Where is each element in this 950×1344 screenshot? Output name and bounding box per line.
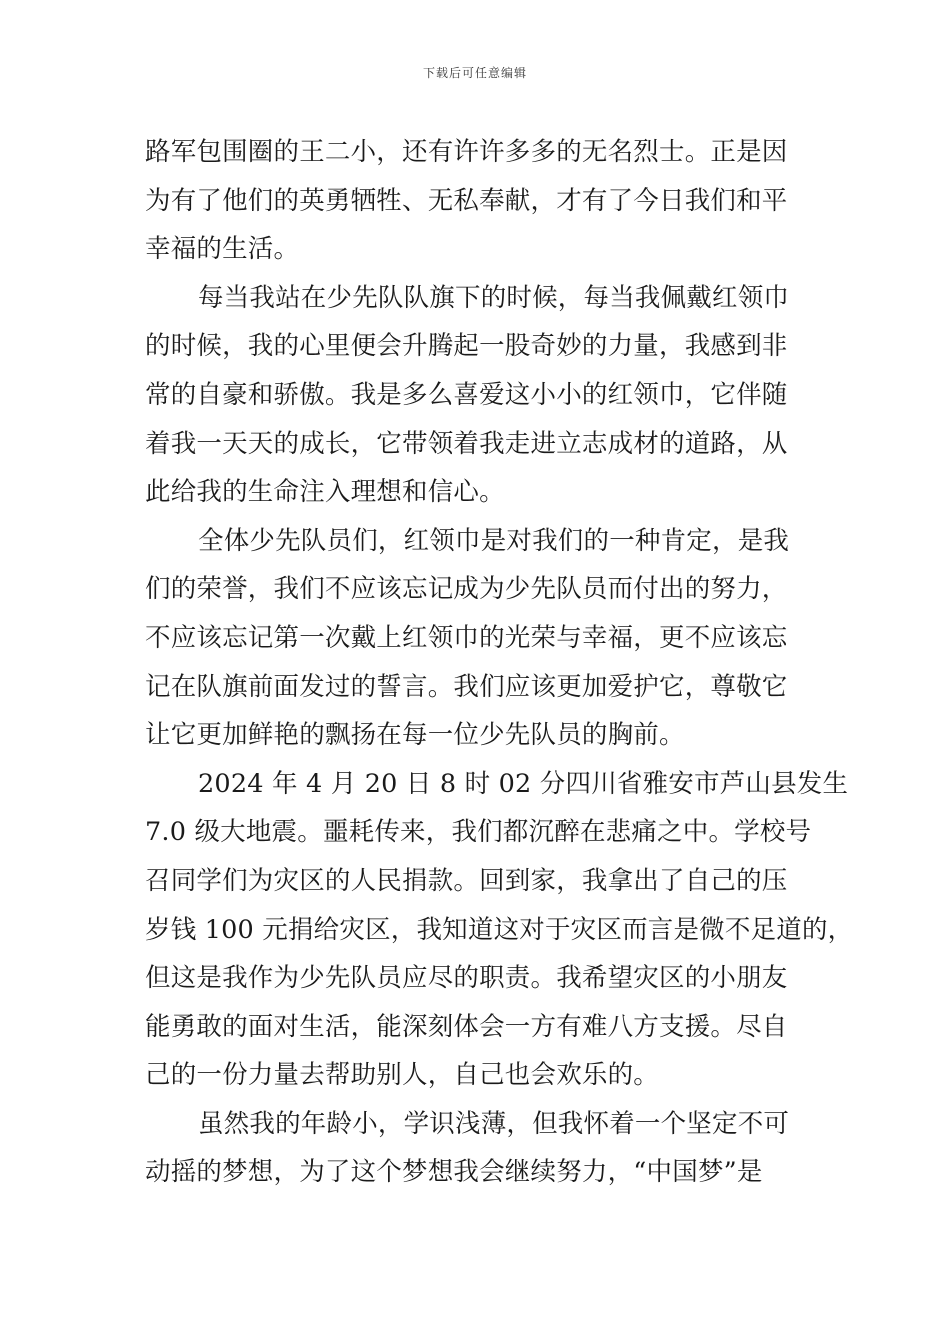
document-body xyxy=(145,128,854,1197)
text-line: 此给我的生命注入理想和信心。 xyxy=(145,477,505,508)
paragraph-first-line: 虽然我的年龄小，学识浅薄，但我怀着一个坚定不可 xyxy=(198,1108,790,1139)
text-line: 幸福的生活。 xyxy=(145,234,300,265)
text-line: 7.0 级大地震。噩耗传来，我们都沉醉在悲痛之中。学校号 xyxy=(145,817,812,848)
text-line: 路军包围圈的王二小，还有许许多多的无名烈士。正是因 xyxy=(145,137,788,167)
text-line: 让它更加鲜艳的飘扬在每一位少先队员的胸前。 xyxy=(145,720,685,751)
text-line: 动摇的梦想，为了这个梦想我会继续努力，“中国梦”是 xyxy=(145,1157,763,1188)
text-line: 记在队旗前面发过的誓言。我们应该更加爱护它，尊敬它 xyxy=(145,671,788,702)
text-line: 着我一天天的成长，它带领着我走进立志成材的道路，从 xyxy=(145,428,788,459)
text-line: 不应该忘记第一次戴上红领巾的光荣与幸福，更不应该忘 xyxy=(145,622,788,653)
text-line: 召同学们为灾区的人民捐款。回到家，我拿出了自己的压 xyxy=(145,865,788,896)
text-line: 能勇敢的面对生活，能深刻体会一方有难八方支援。尽自 xyxy=(145,1011,788,1042)
paragraph-first-line: 全体少先队员们，红领巾是对我们的一种肯定，是我 xyxy=(198,525,790,556)
text-line: 的时候，我的心里便会升腾起一股奇妙的力量，我感到非 xyxy=(145,331,788,362)
paragraph-first-line: 每当我站在少先队队旗下的时候，每当我佩戴红领巾 xyxy=(198,282,790,313)
text-line: 岁钱 100 元捐给灾区，我知道这对于灾区而言是微不足道的， xyxy=(145,914,854,945)
text-line: 为有了他们的英勇牺牲、无私奉献，才有了今日我们和平 xyxy=(145,185,788,216)
header-note: 下载后可任意编辑 xyxy=(422,66,527,80)
text-line: 常的自豪和骄傲。我是多么喜爱这小小的红领巾，它伴随 xyxy=(145,379,788,410)
text-line: 们的荣誉，我们不应该忘记成为少先队员而付出的努力， xyxy=(145,574,788,605)
text-line: 己的一份力量去帮助别人，自己也会欢乐的。 xyxy=(145,1060,660,1091)
text-line: 但这是我作为少先队员应尽的职责。我希望灾区的小朋友 xyxy=(145,963,788,994)
paragraph-first-line: 2024 年 4 月 20 日 8 时 02 分四川省雅安市芦山县发生 xyxy=(198,768,849,799)
